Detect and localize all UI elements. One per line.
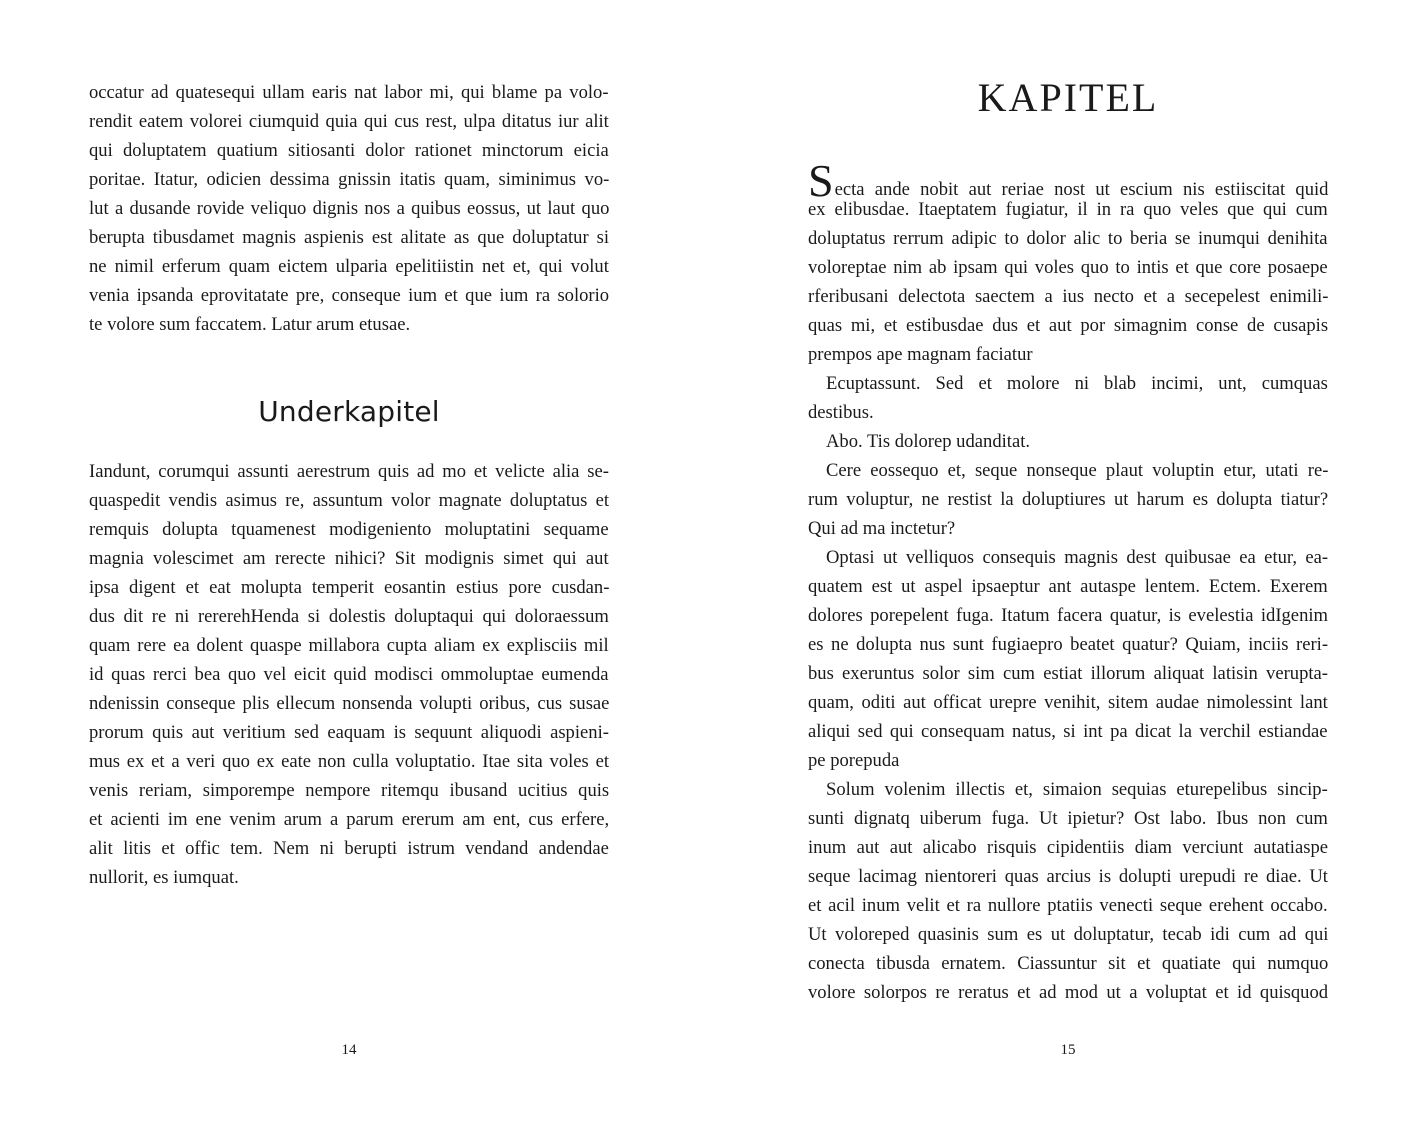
text-line: inum aut aut alicabo risquis cipidentiis diam verciunt autatiaspe bbox=[808, 837, 1329, 858]
text-line: conecta tibusda ernatem. Ciassuntur sit et quatiate qui numquo bbox=[808, 953, 1329, 974]
text-line: Abo. Tis dolorep udanditat. bbox=[826, 431, 1031, 452]
text-line: quas mi, et estibusdae dus et aut por simagnim conse de cusapis bbox=[808, 315, 1329, 336]
text-line: doluptatus rerrum adipic to dolor alic to beria se inumqui denihita bbox=[808, 228, 1328, 249]
first-line-text: ecta ande nobit aut reriae nost ut escium nis estiiscitat quid bbox=[834, 179, 1329, 200]
text-line: mus ex et a veri quo ex eate non culla voluptatio. Itae sita voles et bbox=[89, 751, 609, 772]
text-line: dolores porepelent fuga. Itatum facera quatur, is evelestia idIgenim bbox=[808, 605, 1328, 626]
text-line: quatem est ut aspel ipsaeptur ant autaspe lentem. Ectem. Exerem bbox=[808, 576, 1328, 597]
text-line: aliqui sed qui consequam natus, si int pa dicat la verchil estiandae bbox=[808, 721, 1328, 742]
text-line: Solum volenim illectis et, simaion sequias eturepelibus sincip- bbox=[826, 779, 1328, 800]
text-line: ndenissin conseque plis ellecum nonsenda volupti oribus, cus susae bbox=[89, 693, 610, 714]
text-line: rferibusani delectota saectem a ius necto et a secepelest enimili- bbox=[808, 286, 1329, 307]
text-line: te volore sum faccatem. Latur arum etusae. bbox=[89, 314, 411, 335]
text-line: Cere eossequo et, seque nonseque plaut voluptin etur, utati re- bbox=[826, 460, 1329, 481]
text-line: voloreptae nim ab ipsam qui voles quo to intis et que core posaepe bbox=[808, 257, 1328, 278]
text-line: rendit eatem volorei ciumquid quia qui cus rest, ulpa ditatus iur alit bbox=[89, 111, 609, 132]
right-page bbox=[717, 0, 1417, 1122]
text-line: id quas rerci bea quo vel eicit quid modisci ommoluptae eumenda bbox=[89, 664, 609, 685]
text-line: rum voluptur, ne restist la doluptiures ut harum es dolupta tiatur? bbox=[808, 489, 1329, 510]
text-line: nullorit, es iumquat. bbox=[89, 867, 239, 888]
text-line: Qui ad ma inctetur? bbox=[808, 518, 956, 539]
drop-cap: S bbox=[808, 155, 834, 206]
text-line: ex elibusdae. Itaeptatem fugiatur, il in ra quo veles que qui cum bbox=[808, 199, 1328, 220]
text-line: remquis dolupta tquamenest modigeniento moluptatini sequame bbox=[89, 519, 609, 540]
text-line: berupta tibusdamet magnis aspienis est alitate as que doluptatur si bbox=[89, 227, 610, 248]
page-number: 14 bbox=[341, 1042, 357, 1058]
text-line: quaspedit vendis asimus re, assuntum volor magnate doluptatus et bbox=[89, 490, 610, 511]
text-line-first bbox=[808, 155, 1329, 206]
text-line: qui doluptatem quatium sitiosanti dolor rationet minctorum eicia bbox=[89, 140, 609, 161]
text-line: dus dit re ni rererehHenda si dolestis doluptaqui qui doloraessum bbox=[89, 606, 609, 627]
text-line: Ecuptassunt. Sed et molore ni blab incimi, unt, cumquas bbox=[826, 373, 1328, 394]
text-line: destibus. bbox=[808, 402, 874, 423]
text-line: prempos ape magnam faciatur bbox=[808, 344, 1033, 365]
text-line: Ut voloreped quasinis sum es ut doluptatur, tecab idi cum ad qui bbox=[808, 924, 1329, 945]
text-line: seque lacimag nientoreri quas arcius is dolupti urepudi re diae. Ut bbox=[808, 866, 1328, 887]
page-number: 15 bbox=[1060, 1042, 1076, 1058]
text-line: quam rere ea dolent quaspe millabora cupta aliam ex explisciis mil bbox=[89, 635, 609, 656]
text-line: pe porepuda bbox=[808, 750, 900, 771]
text-line: prorum quis aut veritium sed eaquam is sequunt aliquodi aspieni- bbox=[89, 722, 609, 743]
text-line: occatur ad quatesequi ullam earis nat labor mi, qui blame pa volo- bbox=[89, 82, 609, 103]
text-line: bus exeruntus solor sim cum estiat illorum aliquat latisin verupta- bbox=[808, 663, 1328, 684]
text-line: et acil inum velit et ra nullore ptatiis venecti seque erehent occabo. bbox=[808, 895, 1328, 916]
text-line: volore solorpos re reratus et ad mod ut a voluptat et id quisquod bbox=[808, 982, 1329, 1003]
text-line: Optasi ut velliquos consequis magnis dest quibusae ea etur, ea- bbox=[826, 547, 1329, 568]
text-line: quam, oditi aut officat urepre venihit, sitem audae nimolessint lant bbox=[808, 692, 1328, 713]
text-line: es ne dolupta nus sunt fugiaepro beatet quatur? Quiam, inciis reri- bbox=[808, 634, 1329, 655]
text-line: Iandunt, corumqui assunti aerestrum quis ad mo et velicte alia se- bbox=[89, 461, 609, 482]
text-line: sunti dignatq uiberum fuga. Ut ipietur? Ost labo. Ibus non cum bbox=[808, 808, 1328, 829]
text-line: lut a dusande rovide veliquo dignis nos a quibus eossus, ut laut quo bbox=[89, 198, 610, 219]
text-line: alit litis et offic tem. Nem ni berupti istrum vendand andendae bbox=[89, 838, 609, 859]
text-line: ne nimil erferum quam eictem ulparia epelitiistin net et, qui volut bbox=[89, 256, 609, 277]
chapter-title: KAPITEL bbox=[977, 75, 1159, 120]
subchapter-heading: Underkapitel bbox=[258, 395, 440, 428]
text-line: ipsa digent et eat molupta temperit eosantin estius pore cusdan- bbox=[89, 577, 610, 598]
text-line: venis reriam, simporempe nempore ritemqu ibusand ucitius quis bbox=[89, 780, 610, 801]
text-line: et acienti im ene venim arum a parum ererum am ent, cus erfere, bbox=[89, 809, 610, 830]
left-page bbox=[0, 0, 700, 1122]
text-line: venia ipsanda eprovitatate pre, conseque ium et que ium ra solorio bbox=[89, 285, 610, 306]
text-line: poritae. Itatur, odicien dessima gnissin itatis quam, siminimus vo- bbox=[89, 169, 610, 190]
text-line: magnia volescimet am rerecte nihici? Sit modignis simet qui aut bbox=[89, 548, 609, 569]
